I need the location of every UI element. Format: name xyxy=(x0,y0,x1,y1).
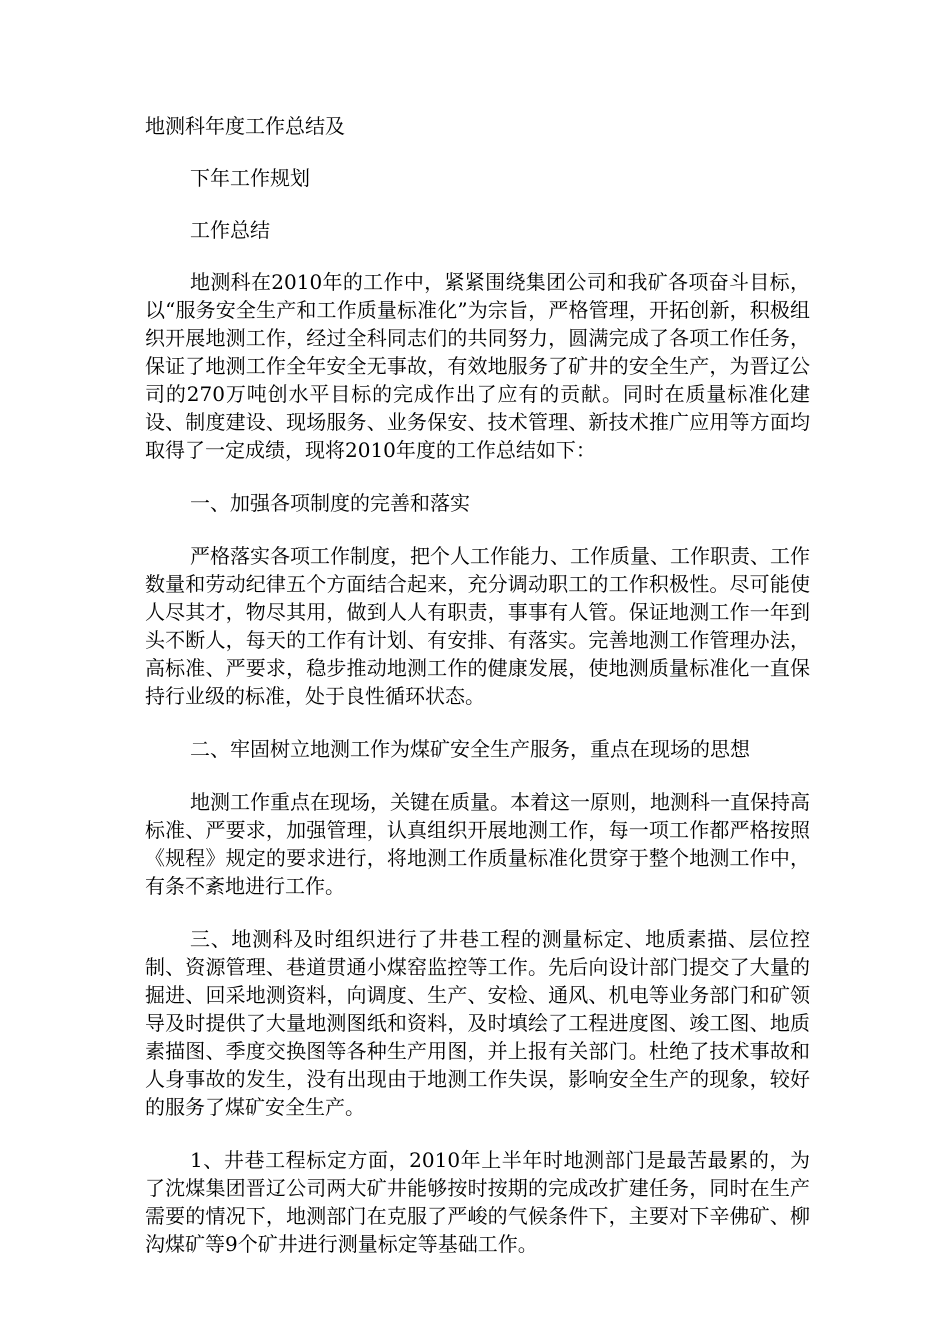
document-page xyxy=(145,112,810,1258)
document-title-line2: 下年工作规划 xyxy=(190,166,310,190)
paragraph-1: 严格落实各项工作制度，把个人工作能力、工作质量、工作职责、工作数量和劳动纪律五个方面结合起来，充分调动职工的工作积极性。尽可能使人尽其才，物尽其用，做到人人有职责，事事有人管。保证地测工作一年到头不断人，每天的工作有计划、有安排、有落实。完善地测工作管理办法，高标准、严要求，稳步推动地测工作的健康发展，使地测质量标准化一直保持行业级的标准，处于良性循环状态。 xyxy=(145,544,810,708)
section-heading-summary: 工作总结 xyxy=(190,218,270,242)
section-heading-1: 一、加强各项制度的完善和落实 xyxy=(190,491,470,515)
paragraph-3: 三、地测科及时组织进行了井巷工程的测量标定、地质素描、层位控制、资源管理、巷道贯通小煤窑监控等工作。先后向设计部门提交了大量的掘进、回采地测资料，向调度、生产、安检、通风、机电等业务部门和矿领导及时提供了大量地测图纸和资料，及时填绘了工程进度图、竣工图、地质素描图、季度交换图等各种生产用图，并上报有关部门。杜绝了技术事故和人身事故的发生，没有出现由于地测工作失误，影响安全生产的现象，较好的服务了煤矿安全生产。 xyxy=(145,927,810,1119)
intro-paragraph: 地测科在2010年的工作中，紧紧围绕集团公司和我矿各项奋斗目标，以“服务安全生产和工作质量标准化”为宗旨，严格管理，开拓创新，积极组织开展地测工作，经过全科同志们的共同努力，圆满完成了各项工作任务，保证了地测工作全年安全无事故，有效地服务了矿井的安全生产，为晋辽公司的270万吨创水平目标的完成作出了应有的贡献。同时在质量标准化建设、制度建设、现场服务、业务保安、技术管理、新技术推广应用等方面均取得了一定成绩，现将2010年度的工作总结如下： xyxy=(145,270,810,462)
section-heading-2: 二、牢固树立地测工作为煤矿安全生产服务，重点在现场的思想 xyxy=(190,737,750,761)
document-title-line1: 地测科年度工作总结及 xyxy=(145,114,345,138)
paragraph-2: 地测工作重点在现场，关键在质量。本着这一原则，地测科一直保持高标准、严要求，加强管理，认真组织开展地测工作，每一项工作都严格按照《规程》规定的要求进行，将地测工作质量标准化贯穿于整个地测工作中，有条不紊地进行工作。 xyxy=(145,790,810,898)
paragraph-4: 1、井巷工程标定方面，2010年上半年时地测部门是最苦最累的，为了沈煤集团晋辽公司两大矿井能够按时按期的完成改扩建任务，同时在生产需要的情况下，地测部门在克服了严峻的气候条件下，主要对下辛佛矿、柳沟煤矿等9个矿井进行测量标定等基础工作。 xyxy=(145,1148,810,1256)
